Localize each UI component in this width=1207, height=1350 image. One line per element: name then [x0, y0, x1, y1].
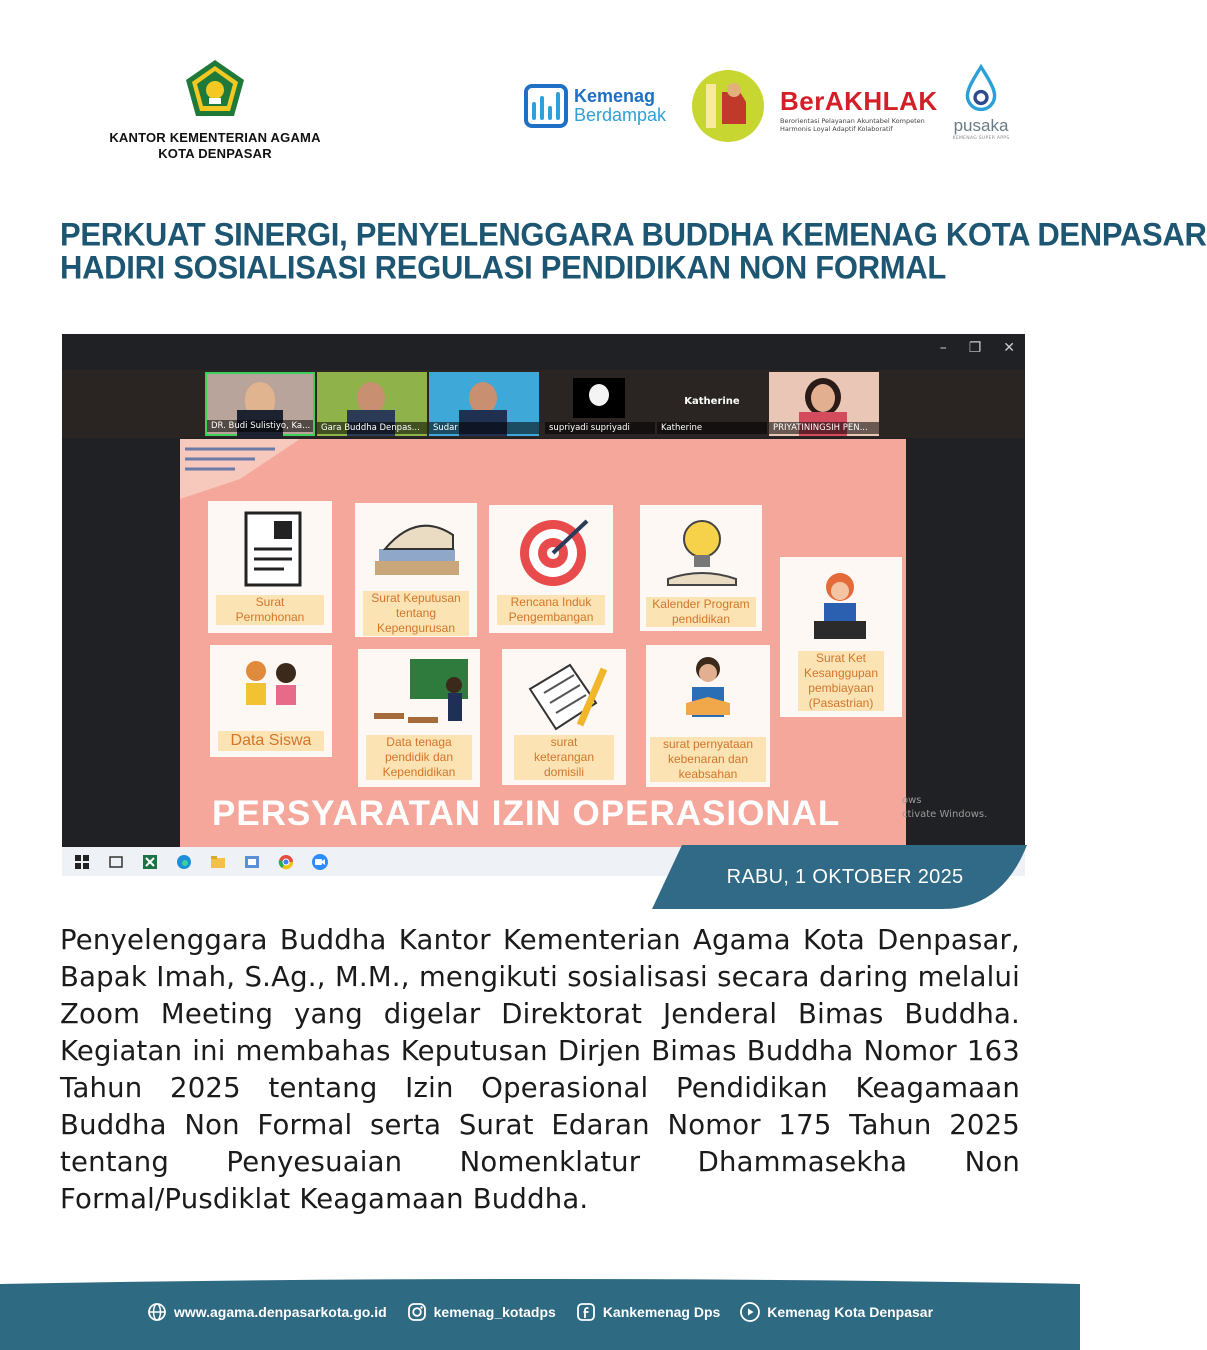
requirement-card	[489, 505, 613, 633]
logo-kemenag-berdampak	[522, 82, 666, 130]
berakhlak-sub1: Berorientasi Pelayanan Akuntabel Kompeten	[780, 117, 925, 125]
task-view-icon[interactable]	[106, 853, 126, 871]
kb-line2: Berdampak	[574, 105, 667, 125]
participant-tile[interactable]	[657, 372, 767, 436]
facebook-page: Kankemenag Dps	[602, 1304, 721, 1320]
classroom-icon	[370, 655, 470, 735]
website-url: www.agama.denpasarkota.go.id	[173, 1304, 387, 1320]
card-label: surat pernyataan kebenaran dan keabsahan	[650, 737, 766, 782]
books-icon	[365, 511, 469, 587]
participant-name: Katherine	[657, 422, 767, 434]
footer-instagram[interactable]	[407, 1302, 556, 1322]
presentation-slide	[180, 439, 906, 847]
headline-line1: PERKUAT SINERGI, PENYELENGGARA BUDDHA KEMENAG KOTA DENPASAR	[60, 215, 1207, 253]
target-icon	[515, 511, 593, 589]
requirement-card	[208, 501, 332, 633]
youtube-icon	[740, 1302, 760, 1322]
participant-tile[interactable]	[429, 372, 539, 436]
slide-title: PERSYARATAN IZIN OPERASIONAL	[212, 794, 841, 833]
edge-browser-icon[interactable]	[174, 853, 194, 871]
office-name-line1: KANTOR KEMENTERIAN AGAMA	[109, 130, 321, 145]
card-label: Data Siswa	[218, 731, 324, 751]
berakhlak-sub2: Harmonis Loyal Adaptif Kolaboratif	[780, 125, 893, 133]
logo-pusaka	[946, 64, 1016, 141]
restore-icon[interactable]: ❐	[968, 340, 982, 356]
logo-berakhlak	[780, 86, 940, 133]
kemenag-berdampak-icon	[522, 82, 570, 130]
article-body: Penyelenggara Buddha Kantor Kementerian Agama Kota Denpasar, Bapak Imah, S.Ag., M.M., mengikuti sosialisasi secara daring melalui Zoom Meeting yang digelar Direktorat Jenderal Bimas Buddha. Kegiatan ini membahas Keputusan Dirjen Bimas Buddha Nomor 163 Tahun 2025 tentang Izin Operasional Pendidikan Keagamaan Buddha Non Formal serta Surat Edaran Nomor 175 Tahun 2025 tentang Penyesuaian Nomenklatur Dhammasekha Non Formal/Pusdiklat Keagamaan Buddha.	[60, 924, 1020, 1215]
children-icon	[234, 657, 308, 721]
participant-name: PRIYATININGSIH PEN...	[769, 422, 879, 434]
participant-name: Gara Buddha Denpas...	[317, 422, 427, 434]
participant-tile[interactable]	[769, 372, 879, 436]
footer-facebook[interactable]	[576, 1302, 720, 1322]
integrity-badge-icon	[692, 70, 764, 142]
requirement-card	[502, 649, 626, 785]
paper-pencil-icon	[524, 659, 608, 737]
partner-logos	[522, 64, 1022, 150]
minimize-icon[interactable]: –	[939, 340, 947, 356]
pusaka-drop-icon	[964, 64, 998, 114]
watermark-line1: ows	[902, 795, 922, 806]
slide-decoration-icon	[180, 439, 300, 499]
office-block	[90, 58, 340, 162]
card-label: Surat Keputusan tentang Kepengurusan	[363, 591, 469, 636]
pusaka-sub: KEMENAG SUPER APPS	[952, 136, 1010, 141]
requirement-card	[210, 645, 332, 757]
requirement-card	[358, 649, 480, 787]
participant-name: supriyadi supriyadi	[545, 422, 655, 434]
participant-tile[interactable]	[317, 372, 427, 436]
activate-windows-watermark	[902, 794, 987, 822]
post-date: RABU, 1 OKTOBER 2025	[726, 865, 964, 888]
file-explorer-icon[interactable]	[208, 853, 228, 871]
chrome-browser-icon[interactable]	[276, 853, 296, 871]
card-label: Surat Ket Kesanggupan pembiayaan (Pasastrian)	[798, 651, 884, 711]
office-name-line2: KOTA DENPASAR	[158, 146, 272, 161]
headline	[60, 215, 1207, 286]
control-panel-icon[interactable]	[242, 853, 262, 871]
watermark-line2: ctivate Windows.	[902, 809, 988, 820]
document-form-icon	[242, 509, 304, 589]
pusaka-title: pusaka	[953, 116, 1009, 135]
card-label: Kalender Program pendidikan	[646, 597, 756, 627]
participant-name: DR. Budi Sulistiyo, Ka...	[207, 420, 313, 432]
headline-line2: HADIRI SOSIALISASI REGULASI PENDIDIKAN NON FORMAL	[60, 248, 947, 286]
instagram-handle: kemenag_kotadps	[433, 1304, 556, 1320]
youtube-channel: Kemenag Kota Denpasar	[767, 1304, 934, 1320]
zoom-screenshot	[62, 334, 1025, 876]
globe-icon	[147, 1302, 167, 1322]
card-label: Data tenaga pendidik dan Kependidikan	[366, 735, 472, 780]
participant-tile[interactable]	[545, 372, 655, 436]
worker-laptop-icon	[800, 567, 882, 647]
window-controls	[940, 340, 1015, 356]
date-ribbon	[652, 845, 1027, 909]
requirement-card	[355, 503, 477, 637]
windows-start-icon[interactable]	[72, 853, 92, 871]
excel-icon[interactable]	[140, 853, 160, 871]
participant-display-name: Katherine	[684, 396, 740, 407]
reading-man-icon	[672, 653, 744, 733]
card-label: Rencana Induk Pengembangan	[497, 595, 605, 625]
participant-name: Sudar	[429, 422, 539, 434]
requirement-card	[780, 557, 902, 717]
facebook-icon	[576, 1302, 596, 1322]
zoom-app-icon[interactable]	[310, 853, 330, 871]
idea-book-icon	[664, 513, 740, 589]
kb-line1: Kemenag	[574, 86, 656, 106]
footer-youtube[interactable]	[740, 1302, 933, 1322]
kemenag-emblem-icon	[182, 58, 248, 120]
instagram-icon	[407, 1302, 427, 1322]
footer	[0, 1270, 1080, 1350]
card-label: Surat Permohonan	[216, 595, 324, 625]
requirement-card	[646, 645, 770, 787]
berakhlak-title: BerAKHLAK	[780, 86, 938, 116]
participant-tile[interactable]	[205, 372, 315, 436]
footer-website[interactable]	[147, 1302, 387, 1322]
close-icon[interactable]: ✕	[1003, 340, 1015, 356]
requirement-card	[640, 505, 762, 631]
card-label: surat keterangan domisili	[514, 735, 614, 780]
